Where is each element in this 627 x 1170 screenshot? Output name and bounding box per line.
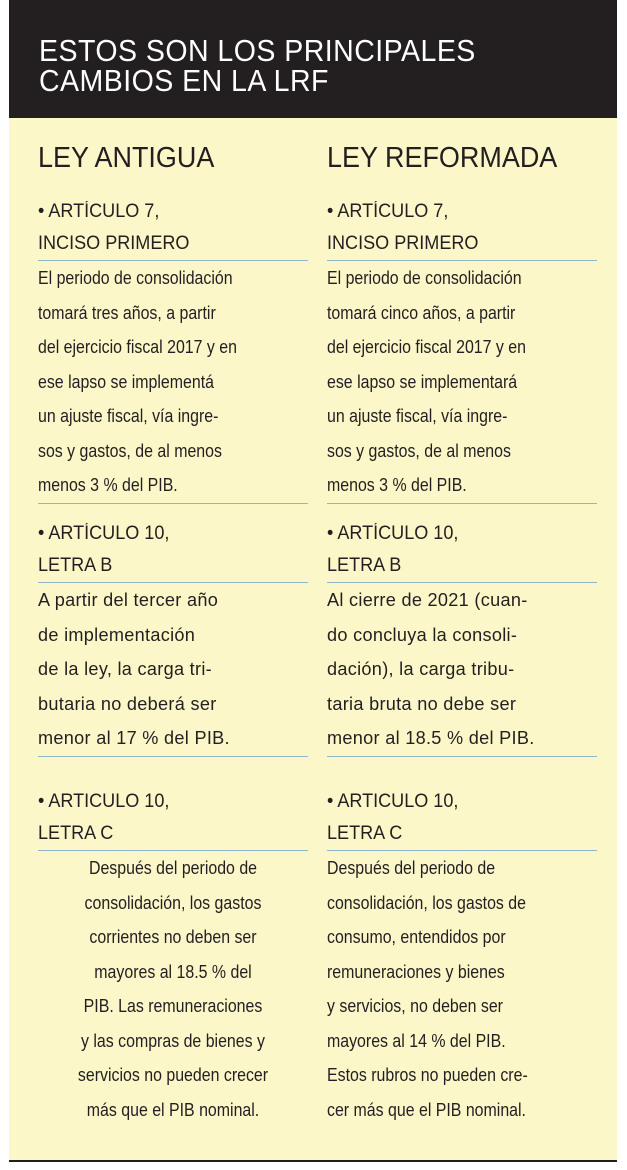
body-line: más que el PIB nominal. [86, 1098, 260, 1120]
body-line: servicios no pueden crecer [77, 1064, 269, 1085]
article-body [38, 583, 308, 757]
body-line: consumo, entendidos por [327, 926, 506, 947]
body-line: El periodo de consolidación [38, 267, 233, 288]
comparison-panel [9, 118, 617, 1160]
body-line: cer más que el PIB nominal. [327, 1098, 526, 1120]
body-line: menos 3 % del PIB. [38, 474, 178, 495]
column-title: LEY ANTIGUA [38, 142, 215, 174]
article-heading [38, 518, 308, 583]
article-heading-line: LETRA B [327, 555, 402, 576]
article-heading-line: LETRA C [327, 823, 403, 844]
body-line: butaria no deberá ser [38, 692, 217, 714]
body-line: dación), la carga tribu- [327, 658, 515, 679]
body-line: tomará cinco años, a partir [327, 301, 516, 323]
body-line: mayores al 14 % del PIB. [327, 1029, 506, 1051]
article-heading [327, 196, 597, 261]
body-line: mayores al 18.5 % del [94, 960, 252, 982]
article-heading-line: LETRA B [38, 555, 113, 576]
body-line: tomará tres años, a partir [38, 301, 216, 323]
header-title-line-1: ESTOS SON LOS PRINCIPALES [39, 33, 476, 68]
body-line: del ejercicio fiscal 2017 y en [327, 336, 526, 357]
article-heading [327, 518, 597, 583]
header-title-line-2: CAMBIOS EN LA LRF [39, 63, 329, 98]
article-heading-line: • ARTÍCULO 7, [327, 201, 449, 222]
body-line: menor al 18.5 % del PIB. [327, 727, 535, 748]
section-articulo-7 [327, 196, 597, 504]
body-line: sos y gastos, de al menos [38, 439, 222, 461]
article-heading-line: LETRA C [38, 823, 114, 844]
body-line: do concluya la consoli- [327, 623, 518, 645]
body-line: y las compras de bienes y [81, 1029, 265, 1051]
column-title: LEY REFORMADA [327, 142, 558, 174]
section-articulo-10-c [327, 786, 597, 1127]
body-line: menor al 17 % del PIB. [38, 727, 230, 748]
section-articulo-10-b [327, 518, 597, 757]
body-line: del ejercicio fiscal 2017 y en [38, 336, 237, 357]
body-line: de la ley, la carga tri- [38, 658, 212, 679]
body-line: Después del periodo de [88, 857, 258, 878]
section-articulo-7 [38, 196, 308, 504]
article-body [327, 583, 597, 757]
body-line: un ajuste fiscal, vía ingre- [38, 405, 219, 426]
article-heading-line: • ARTICULO 10, [327, 791, 459, 812]
body-line: ese lapso se implementará [327, 370, 518, 392]
body-line: ese lapso se implementá [38, 370, 214, 392]
article-heading [38, 196, 308, 261]
article-heading [327, 786, 597, 851]
body-line: consolidación, los gastos de [327, 891, 527, 913]
body-line: y servicios, no deben ser [327, 995, 503, 1016]
article-heading-line: INCISO PRIMERO [38, 233, 190, 254]
article-body [38, 851, 308, 1127]
body-line: un ajuste fiscal, vía ingre- [327, 405, 508, 426]
body-line: remuneraciones y bienes [327, 960, 505, 982]
body-line: menos 3 % del PIB. [327, 474, 467, 495]
body-line: Después del periodo de [327, 857, 496, 878]
section-articulo-10-c [38, 786, 308, 1127]
article-heading-line: • ARTÍCULO 7, [38, 201, 160, 222]
body-line: Al cierre de 2021 (cuan- [327, 589, 528, 610]
body-line: corrientes no deben ser [89, 926, 257, 947]
body-line: de implementación [38, 623, 196, 645]
header-banner [9, 0, 617, 118]
body-line: Estos rubros no pueden cre- [327, 1064, 528, 1085]
article-heading-line: INCISO PRIMERO [327, 233, 479, 254]
article-heading-line: • ARTICULO 10, [38, 791, 170, 812]
bottom-rule [9, 1160, 617, 1162]
body-line: PIB. Las remuneraciones [83, 995, 263, 1016]
body-line: consolidación, los gastos [84, 891, 262, 913]
article-heading [38, 786, 308, 851]
section-articulo-10-b [38, 518, 308, 757]
body-line: El periodo de consolidación [327, 267, 522, 288]
article-heading-line: • ARTÍCULO 10, [327, 523, 459, 544]
body-line: sos y gastos, de al menos [327, 439, 511, 461]
article-body [327, 261, 597, 504]
article-body [327, 851, 597, 1127]
article-heading-line: • ARTÍCULO 10, [38, 523, 170, 544]
article-body [38, 261, 308, 504]
body-line: taria bruta no debe ser [327, 692, 517, 714]
body-line: A partir del tercer año [38, 589, 219, 610]
